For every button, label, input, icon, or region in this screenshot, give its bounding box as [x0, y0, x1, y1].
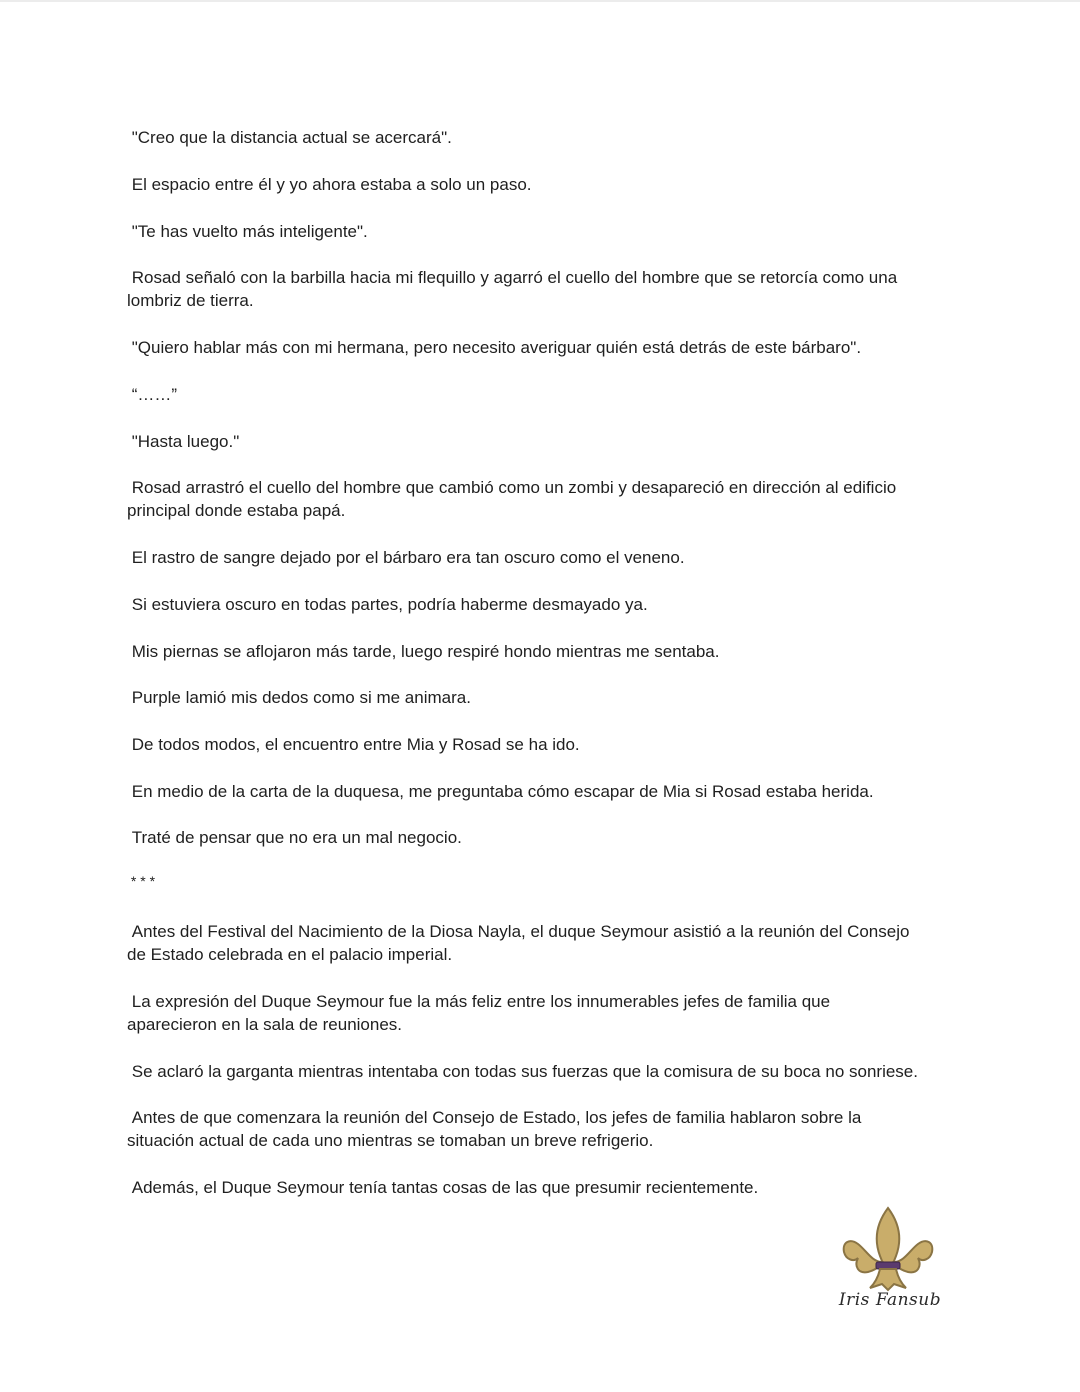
paragraph: Si estuviera oscuro en todas partes, podría haberme desmayado ya. [127, 595, 648, 614]
paragraph: De todos modos, el encuentro entre Mia y Rosad se ha ido. [127, 735, 580, 754]
paragraph: La expresión del Duque Seymour fue la más feliz entre los innumerables jefes de familia que aparecieron en la sala de reuniones. [127, 992, 831, 1034]
paragraph: Antes de que comenzara la reunión del Consejo de Estado, los jefes de familia hablaron sobre la situación actual de cada uno mientras se tomaban un breve refrigerio. [127, 1108, 862, 1150]
section-separator: * * * [127, 873, 156, 889]
watermark-text: Iris Fansub [838, 1290, 942, 1310]
paragraph: "Hasta luego." [127, 432, 240, 451]
paragraph: “……” [127, 385, 178, 404]
paragraph: "Quiero hablar más con mi hermana, pero necesito averiguar quién está detrás de este bárbaro". [127, 338, 862, 357]
paragraph: En medio de la carta de la duquesa, me preguntaba cómo escapar de Mia si Rosad estaba herida. [127, 782, 874, 801]
paragraph: Purple lamió mis dedos como si me animara. [127, 688, 471, 707]
paragraph: Rosad señaló con la barbilla hacia mi flequillo y agarró el cuello del hombre que se retorcía como una lombriz de tierra. [127, 268, 898, 310]
paragraph: Antes del Festival del Nacimiento de la Diosa Nayla, el duque Seymour asistió a la reunión del Consejo de Estado celebrada en el palacio imperial. [127, 922, 910, 964]
paragraph: Traté de pensar que no era un mal negocio. [127, 828, 462, 847]
paragraph: "Creo que la distancia actual se acercará". [127, 128, 452, 147]
paragraph: El espacio entre él y yo ahora estaba a solo un paso. [127, 175, 532, 194]
paragraph: Rosad arrastró el cuello del hombre que cambió como un zombi y desapareció en dirección al edificio principal donde estaba papá. [127, 478, 897, 520]
page-top-border [0, 0, 1080, 2]
paragraph: Además, el Duque Seymour tenía tantas cosas de las que presumir recientemente. [127, 1178, 759, 1197]
paragraph: Mis piernas se aflojaron más tarde, luego respiré hondo mientras me sentaba. [127, 642, 720, 661]
paragraph: El rastro de sangre dejado por el bárbaro era tan oscuro como el veneno. [127, 548, 685, 567]
paragraph: Se aclaró la garganta mientras intentaba con todas sus fuerzas que la comisura de su boca no sonriese. [127, 1062, 918, 1081]
paragraph: "Te has vuelto más inteligente". [127, 222, 368, 241]
